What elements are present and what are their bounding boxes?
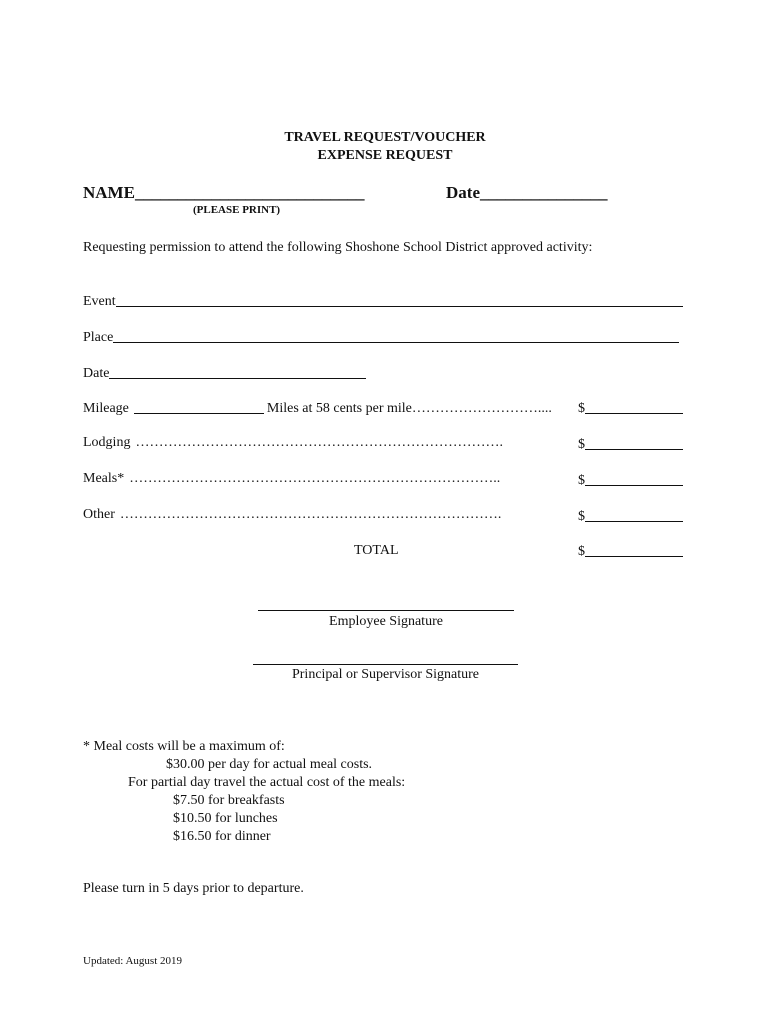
other-amount[interactable] <box>578 507 683 525</box>
meal-note-daily: $30.00 per day for actual meal costs. <box>166 757 373 772</box>
meal-note-dinner: $16.50 for dinner <box>173 829 271 844</box>
event-row[interactable] <box>83 292 683 310</box>
place-line[interactable] <box>113 328 679 343</box>
please-print-note: (PLEASE PRINT) <box>193 204 281 216</box>
meals-label: Meals* <box>83 471 125 486</box>
employee-signature-label: Employee Signature <box>329 614 443 629</box>
date-top-label: Date <box>446 183 480 202</box>
turn-in-instruction: Please turn in 5 days prior to departure. <box>83 881 304 896</box>
updated-footer: Updated: August 2019 <box>83 955 182 967</box>
mileage-amount[interactable] <box>578 399 683 417</box>
event-line[interactable] <box>116 292 683 307</box>
activity-date-row[interactable] <box>83 364 366 382</box>
form-subtitle: EXPENSE REQUEST <box>317 148 453 163</box>
place-row[interactable] <box>83 328 679 346</box>
activity-date-line[interactable] <box>109 364 366 379</box>
meal-note-partial: For partial day travel the actual cost of the meals: <box>128 775 406 790</box>
lodging-leader-dots: ……………………………………………………………………. <box>135 435 503 450</box>
other-amount-line[interactable] <box>585 507 683 522</box>
meals-row <box>83 471 573 487</box>
other-row <box>83 507 576 523</box>
principal-signature-line[interactable] <box>253 664 518 665</box>
meal-note-lunch: $10.50 for lunches <box>173 811 278 826</box>
name-underline: ___________________________ <box>134 183 365 202</box>
mileage-amount-line[interactable] <box>585 399 683 414</box>
mileage-label: Mileage <box>83 401 129 416</box>
employee-signature-line[interactable] <box>258 610 514 611</box>
principal-signature-label: Principal or Supervisor Signature <box>291 667 480 682</box>
place-label: Place <box>83 330 114 345</box>
name-label: NAME <box>83 183 135 202</box>
date-top-underline: _______________ <box>479 183 608 202</box>
form-title: TRAVEL REQUEST/VOUCHER <box>284 130 486 145</box>
meals-amount[interactable] <box>578 471 683 489</box>
activity-date-label: Date <box>83 366 110 381</box>
total-label: TOTAL <box>354 543 399 558</box>
total-currency: $ <box>578 544 585 559</box>
total-amount-line[interactable] <box>585 542 683 557</box>
event-label: Event <box>83 294 116 309</box>
name-field[interactable] <box>83 183 364 203</box>
lodging-amount[interactable] <box>578 435 683 453</box>
other-leader-dots: ………………………………………………………………………. <box>119 507 502 522</box>
other-currency: $ <box>578 509 585 524</box>
lodging-currency: $ <box>578 437 585 452</box>
total-amount[interactable] <box>578 542 683 560</box>
lodging-label: Lodging <box>83 435 131 450</box>
mileage-miles-line[interactable] <box>134 399 264 414</box>
meals-amount-line[interactable] <box>585 471 683 486</box>
mileage-row[interactable] <box>83 399 552 417</box>
other-label: Other <box>83 507 115 522</box>
meal-note-breakfast: $7.50 for breakfasts <box>173 793 285 808</box>
meals-currency: $ <box>578 473 585 488</box>
meals-leader-dots: …………………………………………………………………….. <box>129 471 501 486</box>
lodging-amount-line[interactable] <box>585 435 683 450</box>
meal-note-heading: * Meal costs will be a maximum of: <box>83 739 285 754</box>
intro-text: Requesting permission to attend the following Shoshone School District approved activity: <box>83 240 593 255</box>
lodging-row <box>83 435 575 451</box>
date-top-field[interactable] <box>446 183 607 203</box>
mileage-currency: $ <box>578 401 585 416</box>
mileage-rate-text: Miles at 58 cents per mile……………………….... <box>266 401 552 416</box>
